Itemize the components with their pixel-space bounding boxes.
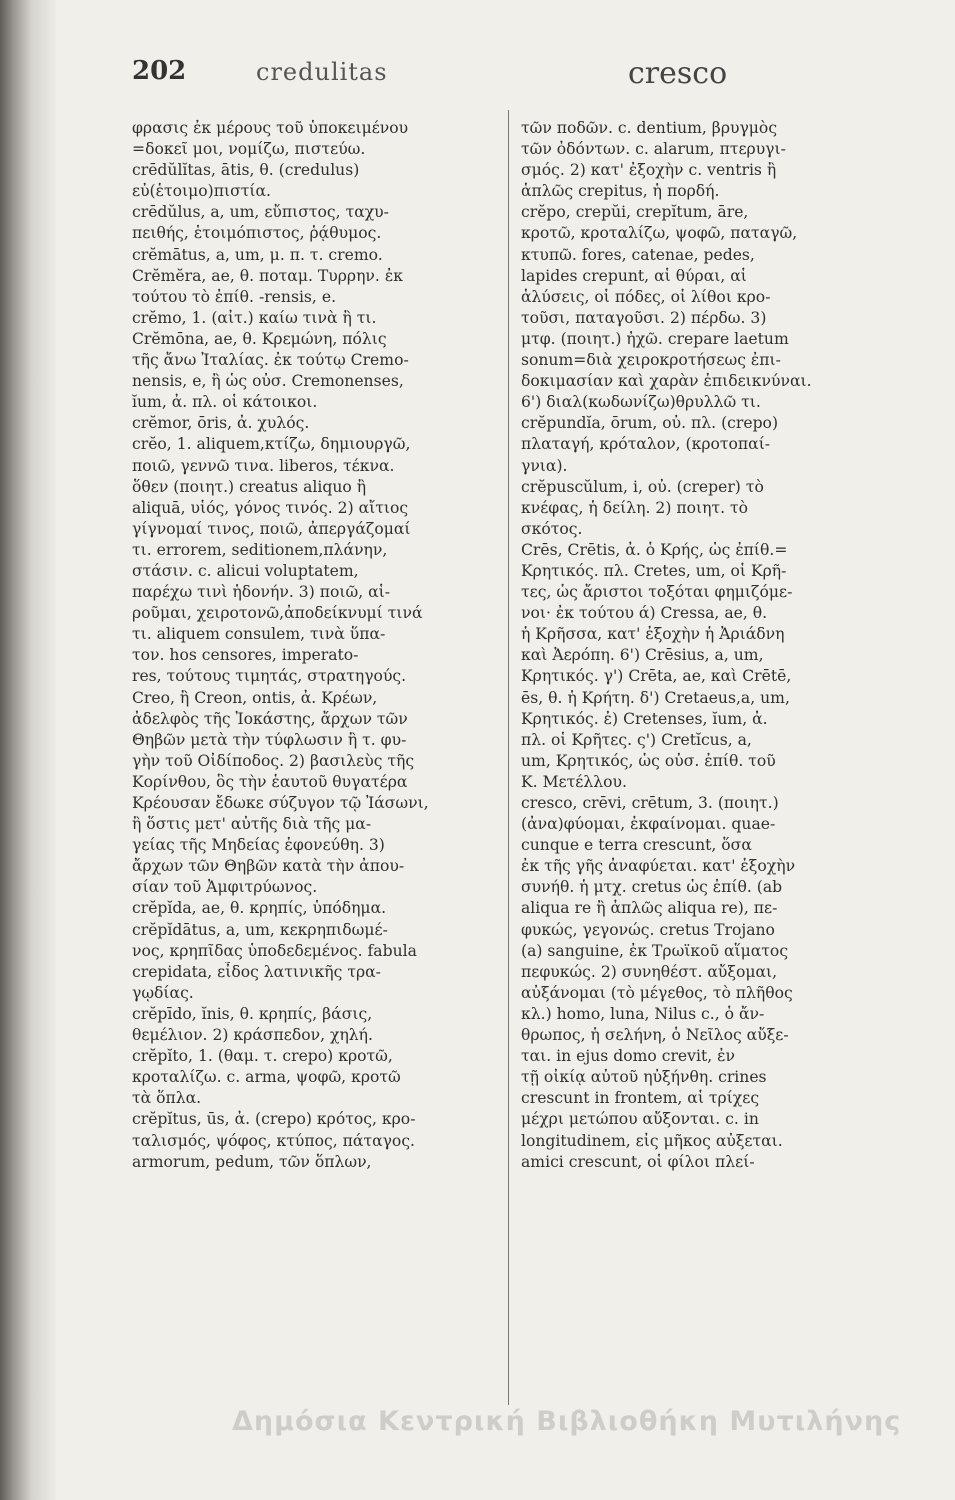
- dictionary-line: Creo, ἢ Creon, ontis, ἀ. Κρέων,: [132, 688, 378, 707]
- dictionary-line: crĕmor, ōris, ἀ. χυλός.: [132, 414, 310, 433]
- dictionary-line: ὅθεν (ποιητ.) creatus aliquo ἢ: [132, 477, 367, 496]
- dictionary-line: Κρητικός. πλ. Cretes, um, οἱ Κρῆ-: [521, 561, 787, 580]
- dictionary-line: σκότος.: [521, 519, 583, 538]
- right-column: [521, 118, 891, 1173]
- dictionary-line: γῳδίας.: [132, 983, 194, 1002]
- dictionary-line: τοῦσι, παταγοῦσι. 2) πέρδω. 3): [521, 308, 767, 327]
- dictionary-line: um, Κρητικός, ὡς οὐσ. ἐπίθ. τοῦ: [521, 751, 776, 770]
- dictionary-line: γείας τῆς Μηδείας ἐφονεύθη. 3): [132, 836, 385, 855]
- left-column: [132, 118, 500, 1173]
- dictionary-line: crĕmo, 1. (αἰτ.) καίω τινὰ ἢ τι.: [132, 308, 377, 327]
- dictionary-line: ἡ Κρῆσσα, κατ' ἐξοχὴν ἡ Ἀριάδνη: [521, 625, 785, 644]
- dictionary-line: ἁπλῶς crepitus, ἡ πορδή.: [521, 182, 720, 201]
- page-edge-shadow: [0, 0, 56, 1500]
- dictionary-line: crēdŭlus, a, um, εὔπιστος, ταχυ-: [132, 203, 389, 222]
- dictionary-line: crĕpĭda, ae, θ. κρηπίς, ὑπόδημα.: [132, 899, 387, 918]
- dictionary-line: crĕmātus, a, um, μ. π. τ. cremo.: [132, 245, 383, 264]
- dictionary-line: συνήθ. ἡ μτχ. cretus ὡς ἐπίθ. (ab: [521, 878, 783, 897]
- dictionary-line: γὴν τοῦ Οἰδίποδος. 2) βασιλεὺς τῆς: [132, 751, 415, 770]
- dictionary-line: crĕpĭtus, ūs, ἀ. (crepo) κρότος, κρο-: [132, 1110, 416, 1129]
- dictionary-line: κνέφας, ἡ δείλη. 2) ποιητ. τὸ: [521, 498, 749, 517]
- dictionary-line: κροταλίζω. c. arma, ψοφῶ, κροτῶ: [132, 1068, 401, 1087]
- dictionary-line: crepidata, εἶδος λατινικῆς τρα-: [132, 962, 381, 981]
- dictionary-line: νος, κρηπῖδας ὑποδεδεμένος. fabula: [132, 941, 417, 960]
- dictionary-line: γίγνομαί τινος, ποιῶ, ἀπεργάζομαί: [132, 519, 411, 538]
- dictionary-line: θεμέλιον. 2) κράσπεδον, χηλή.: [132, 1026, 373, 1045]
- dictionary-line: τούτου τὸ ἐπίθ. -rensis, e.: [132, 287, 337, 306]
- dictionary-line: crĕpuscŭlum, i, οὐ. (creper) τὸ: [521, 477, 764, 496]
- dictionary-line: ἐκ τῆς γῆς ἀναφύεται. κατ' ἐξοχὴν: [521, 857, 796, 876]
- dictionary-line: μέχρι μετώπου αὔξονται. c. in: [521, 1110, 759, 1129]
- dictionary-line: ἄρχων τῶν Θηβῶν κατὰ τὴν ἀπου-: [132, 857, 405, 876]
- dictionary-line: =δοκεῖ μοι, νομίζω, πιστεύω.: [132, 140, 366, 159]
- dictionary-line: ēs, θ. ἡ Κρήτη. δ') Cretaeus,a, um,: [521, 688, 790, 707]
- dictionary-line: νοι· ἐκ τούτου ά) Cressa, ae, θ.: [521, 604, 768, 623]
- dictionary-line: πειθής, ἑτοιμόπιστος, ῥᾴθυμος.: [132, 224, 382, 243]
- dictionary-line: φρασις ἐκ μέρους τοῦ ὑποκειμένου: [132, 119, 409, 137]
- dictionary-line: nensis, e, ἢ ὡς οὐσ. Cremonenses,: [132, 372, 404, 391]
- dictionary-line: crĕpundĭa, ōrum, οὐ. πλ. (crepo): [521, 414, 779, 433]
- dictionary-line: crĕpĭdātus, a, um, κεκρηπιδωμέ-: [132, 920, 388, 939]
- dictionary-line: ται. in ejus domo crevit, ἐν: [521, 1047, 735, 1066]
- dictionary-line: κτυπῶ. fores, catenae, pedes,: [521, 245, 755, 264]
- dictionary-line: τῶν ποδῶν. c. dentium, βρυγμὸς: [521, 119, 778, 137]
- dictionary-line: τῆς ἄνω Ἰταλίας. ἐκ τούτῳ Cremo-: [132, 351, 409, 370]
- dictionary-line: armorum, pedum, τῶν ὅπλων,: [132, 1152, 372, 1171]
- page-header: [132, 56, 822, 100]
- dictionary-line: κροτῶ, κροταλίζω, ψοφῶ, παταγῶ,: [521, 224, 798, 243]
- dictionary-line: θρωπος, ἡ σελήνη, ὁ Νεῖλος αὔξε-: [521, 1026, 789, 1045]
- right-running-head: cresco: [628, 56, 728, 91]
- dictionary-line: πεφυκώς. 2) συνηθέστ. αὔξομαι,: [521, 962, 778, 981]
- dictionary-line: ἁλύσεις, οἱ πόδες, οἱ λίθοι κρο-: [521, 287, 771, 306]
- dictionary-line: γνια).: [521, 456, 568, 475]
- dictionary-line: ἢ ὅστις μετ' αὐτῆς διὰ τῆς μα-: [132, 815, 372, 834]
- dictionary-line: αὐξάνομαι (τὸ μέγεθος, τὸ πλῆθος: [521, 983, 793, 1002]
- dictionary-line: Θηβῶν μετὰ τὴν τύφλωσιν ἢ τ. φυ-: [132, 730, 407, 749]
- left-running-head: credulitas: [256, 58, 388, 86]
- dictionary-line: crĕpĭto, 1. (θαμ. τ. crepo) κροτῶ,: [132, 1047, 393, 1066]
- dictionary-line: εὐ(ἑτοιμο)πιστία.: [132, 182, 271, 201]
- column-divider: [508, 110, 509, 1405]
- dictionary-line: cunque e terra crescunt, ὅσα: [521, 836, 752, 855]
- dictionary-line: κλ.) homo, luna, Nilus c., ὁ ἄν-: [521, 1004, 765, 1023]
- dictionary-line: amici crescunt, οἱ φίλοι πλεί-: [521, 1152, 755, 1171]
- dictionary-line: sonum=διὰ χειροκροτήσεως ἐπι-: [521, 351, 781, 370]
- dictionary-line: res, τούτους τιμητάς, στρατηγούς.: [132, 667, 407, 686]
- dictionary-line: cresco, crēvi, crētum, 3. (ποιητ.): [521, 794, 779, 812]
- dictionary-line: ἀδελφὸς τῆς Ἰοκάστης, ἄρχων τῶν: [132, 709, 408, 728]
- dictionary-line: Crēs, Crētis, ἀ. ὁ Κρής, ὡς ἐπίθ.=: [521, 540, 788, 559]
- dictionary-line: σίαν τοῦ Ἀμφιτρύωνος.: [132, 878, 318, 897]
- dictionary-line: ĭum, ἀ. πλ. οἱ κάτοικοι.: [132, 393, 318, 412]
- dictionary-line: τῇ οἰκίᾳ αὐτοῦ ηὐξήνθη. crines: [521, 1068, 767, 1087]
- dictionary-line: (a) sanguine, ἐκ Τρωϊκοῦ αἵματος: [521, 941, 789, 960]
- dictionary-line: τι. aliquem consulem, τινὰ ὕπα-: [132, 625, 386, 644]
- dictionary-line: σμός. 2) κατ' ἐξοχὴν c. ventris ἢ: [521, 161, 777, 180]
- dictionary-line: στάσιν. c. alicui voluptatem,: [132, 561, 359, 580]
- dictionary-line: τον. hos censores, imperato-: [132, 646, 359, 665]
- dictionary-line: crĕpīdo, ĭnis, θ. κρηπίς, βάσις,: [132, 1004, 373, 1023]
- dictionary-line: 6') διαλ(κωδωνίζω)θρυλλῶ τι.: [521, 393, 761, 412]
- dictionary-line: lapides crepunt, αἱ θύραι, αἱ: [521, 266, 747, 285]
- dictionary-line: πλ. οἱ Κρῆτες. ς') Cretĭcus, a,: [521, 730, 752, 749]
- dictionary-line: μτφ. (ποιητ.) ἠχῶ. crepare laetum: [521, 329, 789, 348]
- library-watermark: Δημόσια Κεντρική Βιβλιοθήκη Μυτιλήνης: [232, 1406, 902, 1437]
- dictionary-line: Crĕmōna, ae, θ. Κρεμώνη, πόλις: [132, 329, 387, 348]
- dictionary-line: φυκώς, γεγονώς. cretus Trojano: [521, 920, 775, 939]
- dictionary-line: ταλισμός, ψόφος, κτύπος, πάταγος.: [132, 1131, 416, 1150]
- dictionary-line: crescunt in frontem, αἱ τρίχες: [521, 1089, 760, 1108]
- dictionary-line: longitudinem, εἰς μῆκος αὐξεται.: [521, 1131, 783, 1150]
- dictionary-line: Κρέουσαν ἔδωκε σύζυγον τῷ Ἰάσωνι,: [132, 794, 429, 812]
- dictionary-line: ροῦμαι, χειροτονῶ,ἀποδείκνυμί τινά: [132, 604, 423, 623]
- dictionary-line: Crĕmĕra, ae, θ. ποταμ. Τυρρην. ἐκ: [132, 266, 403, 285]
- dictionary-line: δοκιμασίαν καὶ χαρὰν ἐπιδεικνύναι.: [521, 372, 812, 391]
- dictionary-line: ποιῶ, γεννῶ τινα. liberos, τέκνα.: [132, 456, 395, 475]
- dictionary-line: Κ. Μετέλλου.: [521, 772, 627, 791]
- dictionary-line: Κρητικός. ἐ) Cretenses, ĭum, ἀ.: [521, 709, 768, 728]
- dictionary-line: (ἀνα)φύομαι, ἐκφαίνομαι. quae-: [521, 815, 776, 834]
- dictionary-line: τῶν ὀδόντων. c. alarum, πτερυγι-: [521, 140, 786, 159]
- dictionary-line: Κορίνθου, ὃς τὴν ἑαυτοῦ θυγατέρα: [132, 772, 408, 791]
- dictionary-line: τὰ ὅπλα.: [132, 1089, 202, 1108]
- dictionary-line: crĕpo, crepŭi, crepĭtum, āre,: [521, 203, 749, 222]
- dictionary-line: τι. errorem, seditionem,πλάνην,: [132, 540, 388, 559]
- dictionary-line: τες, ὡς ἄριστοι τοξόται φημιζόμε-: [521, 583, 793, 602]
- dictionary-line: crĕo, 1. aliquem,κτίζω, δημιουργῶ,: [132, 435, 411, 454]
- dictionary-line: aliquā, υἱός, γόνος τινός. 2) αἴτιος: [132, 498, 409, 517]
- dictionary-line: aliqua re ἢ ἁπλῶς aliqua re), πε-: [521, 899, 778, 918]
- dictionary-line: καὶ Ἀερόπη. 6') Crēsius, a, um,: [521, 646, 764, 665]
- dictionary-line: παρέχω τινὶ ἡδονήν. 3) ποιῶ, αἱ-: [132, 583, 391, 602]
- page-number: 202: [132, 56, 187, 86]
- dictionary-line: πλαταγή, κρόταλον, (κροτοπαί-: [521, 435, 771, 454]
- dictionary-line: Κρητικός. γ') Crēta, ae, καὶ Crētē,: [521, 667, 792, 686]
- dictionary-line: crēdŭlĭtas, ātis, θ. (credulus): [132, 161, 360, 180]
